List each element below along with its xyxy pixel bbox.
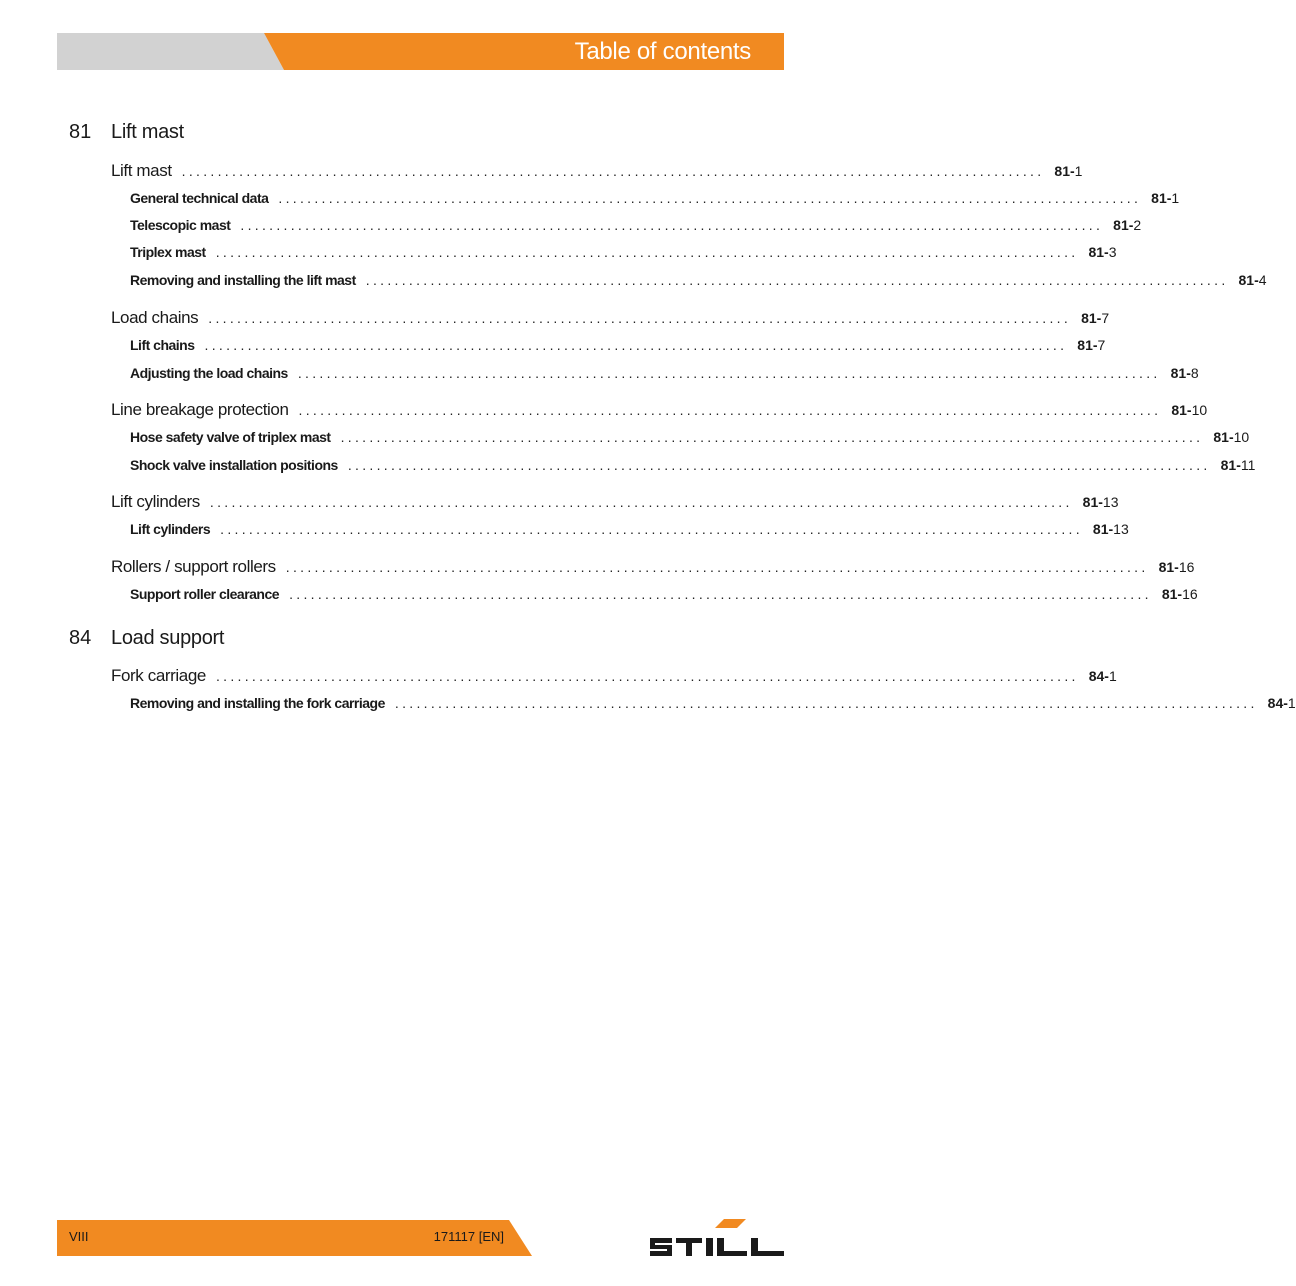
toc-entry-label: Lift cylinders [111,492,200,511]
page-ref: 81-1 [1151,190,1180,206]
toc-entry[interactable] [111,492,1119,512]
toc-entry-label: Lift mast [111,161,172,180]
toc-entry-label: Rollers / support rollers [111,557,276,576]
leader-dots: ........................................................................................................................ [298,402,1162,418]
toc-entry[interactable] [130,457,1256,473]
toc-entry[interactable] [111,161,1083,181]
chapter-number: 84 [69,627,92,649]
page-ref: 81-13 [1082,494,1119,510]
toc-entry[interactable] [111,557,1195,577]
toc-entry[interactable] [130,217,1142,233]
toc-entry[interactable] [130,365,1199,381]
footer-band [57,1220,532,1256]
toc-entry-label: Triplex mast [130,244,206,260]
toc-entry[interactable] [130,190,1180,206]
leader-dots: ........................................................................................................................ [394,695,1258,711]
toc-entry[interactable] [130,337,1106,353]
page-number: VIII [69,1229,89,1244]
page-ref: 81-16 [1161,586,1198,602]
toc-entry[interactable] [130,521,1129,537]
leader-dots: ........................................................................................................................ [278,190,1142,206]
toc-entry[interactable] [130,695,1296,711]
page-ref: 81-11 [1220,457,1256,473]
toc-entry[interactable] [111,400,1208,420]
toc-entry[interactable] [111,666,1117,686]
toc-entry-label: Lift chains [130,337,195,353]
document-code: 171117 [EN] [433,1229,504,1244]
page-ref: 84-1 [1088,668,1117,684]
leader-dots: ........................................................................................................................ [215,668,1079,684]
toc-entry-label: Line breakage protection [111,400,289,419]
toc-entry-label: Load chains [111,308,199,327]
leader-dots: ........................................................................................................................ [240,217,1104,233]
page-ref: 81-3 [1088,244,1117,260]
page-ref: 81-10 [1171,402,1208,418]
leader-dots: ........................................................................................................................ [285,559,1149,575]
toc-entry[interactable] [130,586,1198,602]
leader-dots: ........................................................................................................................ [209,494,1073,510]
leader-dots: ........................................................................................................................ [340,429,1204,445]
leader-dots: ........................................................................................................................ [208,310,1072,326]
toc-entry[interactable] [130,272,1267,288]
toc-entry-label: Telescopic mast [130,217,231,233]
chapter-title: Load support [111,627,225,649]
toc-entry-label: Fork carriage [111,666,206,685]
toc-entry-label: Removing and installing the lift mast [130,272,356,288]
leader-dots: ........................................................................................................................ [289,586,1152,602]
toc-entry-label: General technical data [130,190,269,206]
toc-entry-label: Lift cylinders [130,521,211,537]
toc-entry-label: Removing and installing the fork carriage [130,695,385,711]
page-ref: 81-7 [1081,310,1110,326]
leader-dots: ........................................................................................................................ [181,163,1045,179]
leader-dots: ........................................................................................................................ [297,365,1161,381]
page-ref: 81-7 [1077,337,1106,353]
page-ref: 81-16 [1158,559,1195,575]
leader-dots: ........................................................................................................................ [365,272,1229,288]
page-title: Table of contents [574,38,751,65]
page-ref: 81-2 [1113,217,1142,233]
still-logo [650,1219,784,1257]
toc-entry[interactable] [130,429,1250,445]
chapter-title: Lift mast [111,121,184,143]
leader-dots: ........................................................................................................................ [204,337,1068,353]
toc-entry-label: Shock valve installation positions [130,457,338,473]
page-ref: 84-1 [1267,695,1296,711]
page-ref: 81-4 [1238,272,1267,288]
toc-entry-label: Adjusting the load chains [130,365,288,381]
leader-dots: ........................................................................................................................ [215,244,1079,260]
leader-dots: ........................................................................................................................ [220,521,1083,537]
page-ref: 81-13 [1092,521,1129,537]
chapter-number: 81 [69,121,92,143]
toc-entry[interactable] [130,244,1117,260]
page-ref: 81-8 [1170,365,1199,381]
toc-entry-label: Support roller clearance [130,586,280,602]
toc-entry[interactable] [111,308,1110,328]
leader-dots: ........................................................................................................................ [347,457,1211,473]
toc-entry-label: Hose safety valve of triplex mast [130,429,331,445]
page-ref: 81-10 [1213,429,1250,445]
header-band [57,33,784,70]
page-ref: 81-1 [1054,163,1083,179]
